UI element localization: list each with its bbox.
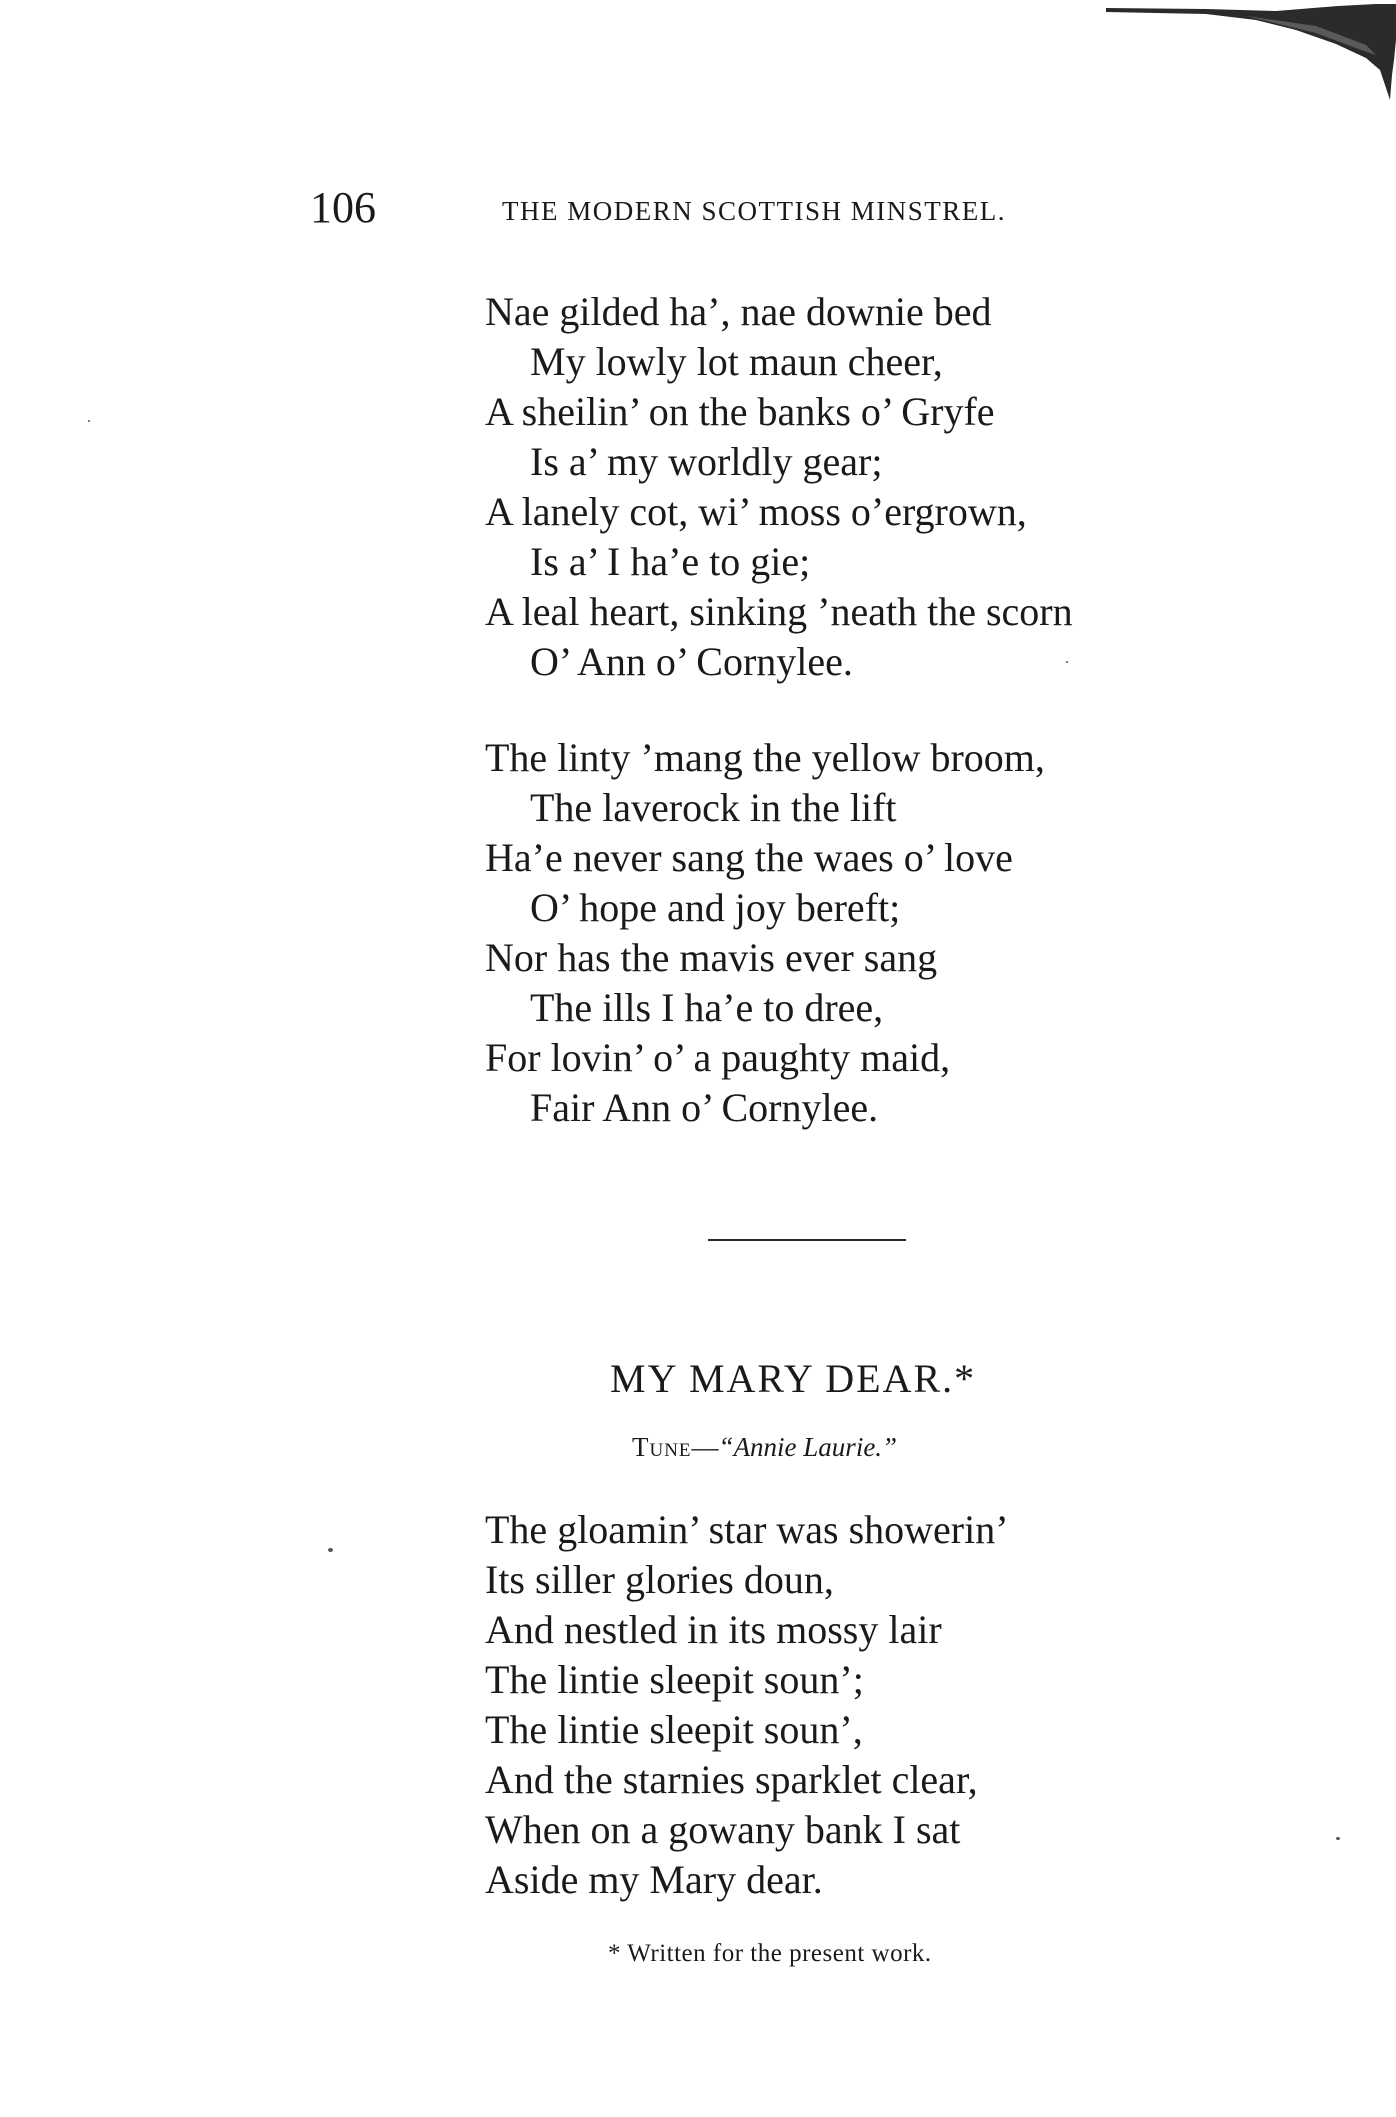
stanza-1 (485, 287, 1245, 687)
section-divider-rule (708, 1239, 906, 1241)
poem-line: Nor has the mavis ever sang (485, 935, 938, 980)
poem-line: My lowly lot maun cheer, (530, 339, 943, 384)
scan-speck (328, 1548, 333, 1552)
poem-title: MY MARY DEAR.* (610, 1356, 977, 1401)
page-number: 106 (310, 183, 376, 232)
scan-speck (1336, 1837, 1340, 1840)
poem-line: Aside my Mary dear. (485, 1857, 823, 1902)
poem-line: The linty ’mang the yellow broom, (485, 735, 1045, 780)
page-header (310, 182, 1110, 242)
tune-name: “Annie Laurie.” (718, 1432, 898, 1462)
poem-line: When on a gowany bank I sat (485, 1807, 961, 1852)
poem-line: The ills I ha’e to dree, (530, 985, 884, 1030)
page-edge-shadow (1106, 4, 1396, 100)
poem-line: Nae gilded ha’, nae downie bed (485, 289, 992, 334)
poem-line: A leal heart, sinking ’neath the scorn (485, 589, 1073, 634)
poem-line: Its siller glories doun, (485, 1557, 834, 1602)
poem-line: And the starnies sparklet clear, (485, 1757, 978, 1802)
scan-speck (88, 420, 90, 422)
stanza-2 (485, 733, 1245, 1133)
tune-line (632, 1432, 1052, 1463)
poem-line: Is a’ my worldly gear; (530, 439, 883, 484)
poem-line: And nestled in its mossy lair (485, 1607, 942, 1652)
poem-line: Is a’ I ha’e to gie; (530, 539, 811, 584)
scan-speck (1066, 661, 1068, 663)
footnote: * Written for the present work. (608, 1940, 932, 1967)
stanza-3 (485, 1505, 1245, 1905)
poem-line: The gloamin’ star was showerin’ (485, 1507, 1009, 1552)
poem-line: Fair Ann o’ Cornylee. (530, 1085, 879, 1130)
poem-line: Ha’e never sang the waes o’ love (485, 835, 1013, 880)
poem-line: A lanely cot, wi’ moss o’ergrown, (485, 489, 1027, 534)
poem-line: The lintie sleepit soun’; (485, 1657, 864, 1702)
poem-line: For lovin’ o’ a paughty maid, (485, 1035, 951, 1080)
poem-line: O’ hope and joy bereft; (530, 885, 901, 930)
scan-corner-shadow (1076, 0, 1396, 110)
poem-line: O’ Ann o’ Cornylee. (530, 639, 853, 684)
running-title: THE MODERN SCOTTISH MINSTREL. (502, 196, 1007, 226)
tune-label: Tune (632, 1432, 692, 1462)
poem-line: The laverock in the lift (530, 785, 897, 830)
tune-separator: — (691, 1432, 719, 1462)
poem-line: A sheilin’ on the banks o’ Gryfe (485, 389, 995, 434)
poem-line: The lintie sleepit soun’, (485, 1707, 863, 1752)
